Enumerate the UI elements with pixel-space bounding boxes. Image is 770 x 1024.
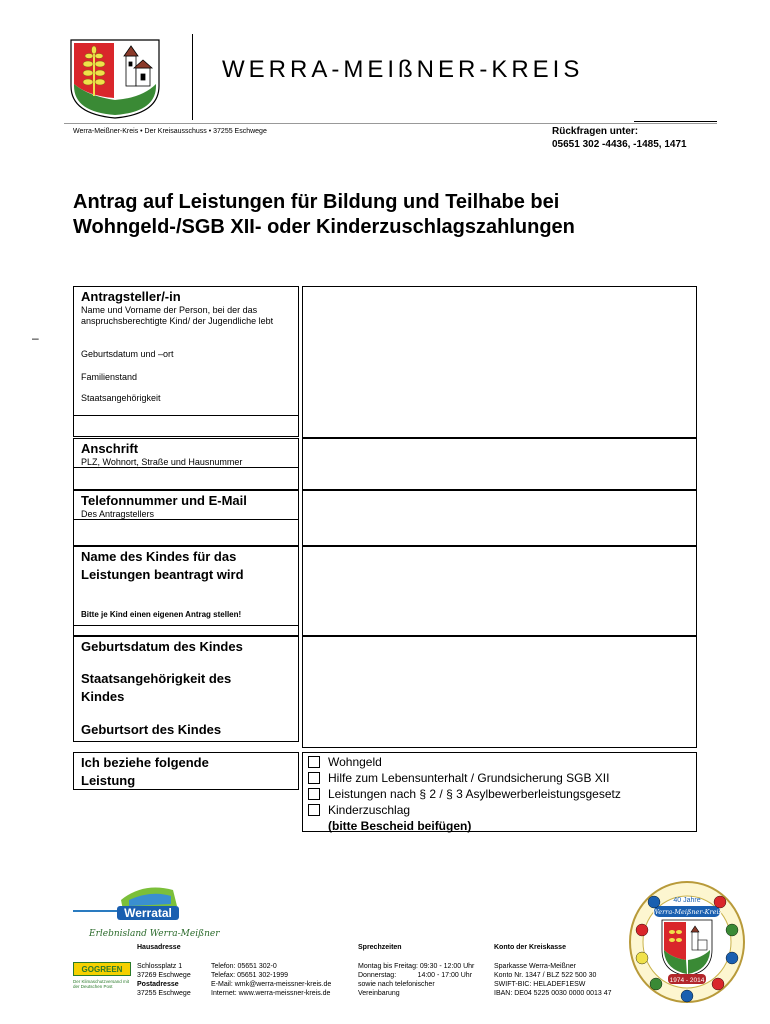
anschrift-input[interactable] — [302, 438, 697, 490]
option-label: Hilfe zum Lebensunterhalt / Grundsicherung SGB XII — [328, 771, 610, 785]
telefon-spacer — [73, 519, 299, 546]
kind-birthplace: Geburtsort des Kindes — [81, 722, 222, 737]
kind-details-input[interactable] — [302, 636, 697, 748]
sprech-time-1: 09:30 - 12:00 Uhr — [419, 963, 475, 970]
anniversary-badge — [628, 880, 746, 1004]
coat-of-arms-logo — [68, 38, 162, 120]
haus-label: Hausadresse — [137, 944, 181, 951]
sprech-day-1: Montag bis Freitag: — [358, 963, 418, 970]
header-divider — [192, 34, 193, 120]
anschrift-desc: PLZ, Wohnort, Straße und Hausnummer — [81, 457, 243, 467]
address-block — [137, 962, 191, 998]
sprech-label: Sprechzeiten — [358, 944, 402, 951]
telefon-desc: Des Antragstellers — [81, 509, 155, 519]
margin-mark: – — [32, 331, 39, 345]
sprechzeiten-block — [358, 962, 474, 998]
rueckfragen-label: Rückfragen unter: — [552, 126, 639, 137]
leistung-note: (bitte Bescheid beifügen) — [328, 819, 472, 833]
antragsteller-desc: Name und Vorname der Person, bei der das anspruchsberechtigte Kind/ der Jugendliche lebt — [81, 305, 274, 326]
document-title — [73, 190, 575, 240]
konto-label: Konto der Kreiskasse — [494, 944, 566, 951]
konto-block — [494, 962, 612, 998]
kind-nationality-line1: Staatsangehörigkeit des — [81, 671, 232, 686]
gogreen-logo-text: GOGREEN — [73, 962, 131, 976]
telefon-input[interactable] — [302, 490, 697, 546]
konto-number: Konto Nr. 1347 / BLZ 522 500 30 — [494, 972, 597, 979]
option-hilfe-lebensunterhalt[interactable] — [308, 770, 621, 786]
sender-line: Werra-Meißner-Kreis • Der Kreisausschuss • 37255 Eschwege — [73, 128, 267, 135]
werratal-logo — [73, 880, 233, 940]
antragsteller-spacer — [73, 415, 299, 437]
leistung-title-line2: Leistung — [81, 773, 136, 788]
anschrift-label-box — [73, 438, 299, 468]
badge-years-text: 1974 - 2014 — [669, 977, 705, 984]
kind-input[interactable] — [302, 546, 697, 636]
antragsteller-input[interactable] — [302, 286, 697, 438]
antragsteller-nationality: Staatsangehörigkeit — [81, 393, 161, 403]
telefon-label-box — [73, 490, 299, 520]
konto-iban: IBAN: DE04 5225 0030 0000 0013 47 — [494, 990, 612, 997]
badge-name-text: Werra-Meißner-Kreis — [652, 908, 722, 916]
sprech-time-2: 14:00 - 17:00 Uhr — [417, 972, 473, 979]
option-label: Kinderzuschlag — [328, 803, 411, 817]
kind-nationality-line2: Kindes — [81, 689, 125, 704]
document-title-line2: Wohngeld-/SGB XII- oder Kinderzuschlagszahlungen — [73, 216, 575, 238]
telefon-title: Telefonnummer und E-Mail — [81, 493, 247, 508]
checkbox[interactable] — [308, 772, 320, 784]
organization-name: WERRA-MEIßNER-KREIS — [222, 56, 584, 83]
leistung-title-line1: Ich beziehe folgende — [81, 755, 209, 770]
post-label: Postadresse — [137, 981, 179, 988]
option-asylbewerberleistungen[interactable] — [308, 786, 621, 802]
kind-title-line1: Name des Kindes für das — [81, 549, 237, 564]
konto-bank: Sparkasse Werra-Meißner — [494, 963, 576, 970]
footer-phone: Telefon: 05651 302-0 — [211, 963, 277, 970]
haus-street: Schlossplatz 1 — [137, 963, 183, 970]
gogreen-logo — [73, 962, 131, 994]
checkbox[interactable] — [308, 788, 320, 800]
checkbox[interactable] — [308, 756, 320, 768]
werratal-logo-text: Werratal — [124, 906, 172, 920]
footer-web[interactable]: Internet: www.werra-meissner-kreis.de — [211, 990, 331, 997]
kind-note: Bitte je Kind einen eigenen Antrag stellen! — [81, 610, 242, 619]
leistung-label-box — [73, 752, 299, 790]
kind-birthdate: Geburtsdatum des Kindes — [81, 639, 243, 654]
post-city: 37255 Eschwege — [137, 990, 191, 997]
anschrift-spacer — [73, 467, 299, 490]
rueckfragen-numbers: 05651 302 -4436, -1485, 1471 — [552, 139, 687, 150]
checkbox[interactable] — [308, 804, 320, 816]
anschrift-title: Anschrift — [81, 441, 139, 456]
haus-city: 37269 Eschwege — [137, 972, 191, 979]
footer-email[interactable]: E-Mail: wmk@werra-meissner-kreis.de — [211, 981, 332, 988]
option-kinderzuschlag[interactable] — [308, 802, 621, 818]
sprech-note-1: sowie nach telefonischer — [358, 981, 435, 988]
option-label: Wohngeld — [328, 755, 382, 769]
badge-top-text: 40 Jahre — [673, 897, 701, 904]
header-rule — [64, 123, 717, 124]
konto-bic: SWIFT-BIC: HELADEF1ESW — [494, 981, 586, 988]
kind-label-box — [73, 546, 299, 626]
leistung-checklist — [308, 754, 621, 834]
kind-details-label-box — [73, 636, 299, 742]
werratal-slogan: Erlebnisland Werra-Meißner — [89, 929, 220, 939]
option-label: Leistungen nach § 2 / § 3 Asylbewerberleistungsgesetz — [328, 787, 621, 801]
kind-title-line2: Leistungen beantragt wird — [81, 567, 244, 582]
gogreen-subtext: Der Klimaschutzversand mit der Deutschen Post — [73, 979, 130, 989]
footer-fax: Telefax: 05651 302-1999 — [211, 972, 289, 979]
header-rule-short — [634, 121, 717, 122]
option-wohngeld[interactable] — [308, 754, 621, 770]
contact-numbers — [552, 125, 687, 151]
document-title-line1: Antrag auf Leistungen für Bildung und Teilhabe bei — [73, 191, 560, 213]
antragsteller-title: Antragsteller/-in — [81, 289, 181, 304]
contact-block — [211, 962, 331, 998]
sprech-day-2: Donnerstag: — [358, 972, 397, 979]
antragsteller-label-box — [73, 286, 299, 416]
sprech-note-2: Vereinbarung — [358, 990, 400, 997]
kind-spacer — [73, 625, 299, 636]
antragsteller-family-status: Familienstand — [81, 372, 138, 382]
antragsteller-birth: Geburtsdatum und –ort — [81, 349, 174, 359]
